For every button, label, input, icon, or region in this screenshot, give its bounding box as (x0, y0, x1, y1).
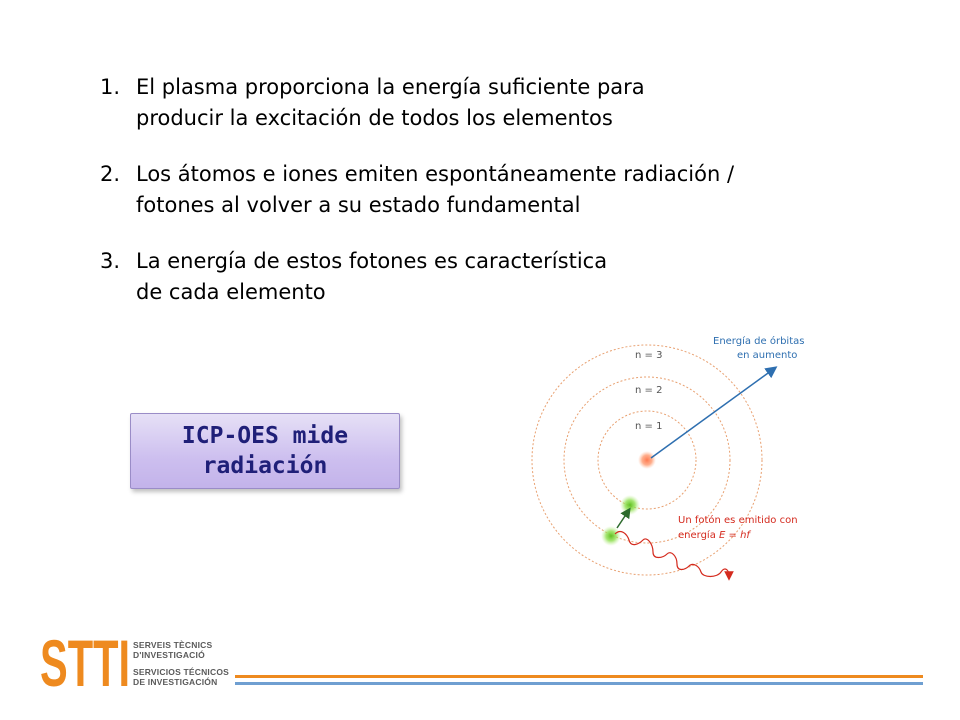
nucleus (638, 451, 656, 469)
logo-mark-text: STTI (40, 626, 130, 690)
electron-lower (601, 526, 621, 546)
energy-label-2: en aumento (737, 350, 798, 361)
logo-line: SERVICIOS TÉCNICOS (133, 667, 230, 677)
photon-label-energy: energía (678, 530, 716, 541)
callout-line-1: ICP-OES mide (181, 423, 349, 449)
energy-label-1: Energía de órbitas (713, 336, 805, 347)
item-line: producir la excitación de todos los elementos (136, 106, 613, 130)
item-number: 1. (100, 75, 121, 99)
photon-label-2 (678, 529, 751, 541)
footer-rule-blue (235, 682, 923, 685)
photon-label-1: Un fotón es emitido con (678, 515, 798, 526)
shell-label-n3: n = 3 (635, 350, 663, 361)
footer-rule-orange (235, 675, 923, 678)
shell-label-n1: n = 1 (635, 421, 663, 432)
logo-line: DE INVESTIGACIÓN (133, 677, 218, 687)
callout-text (145, 421, 385, 481)
callout-line-2: radiación (202, 453, 328, 479)
item-number: 3. (100, 249, 121, 273)
item-number: 2. (100, 162, 121, 186)
item-line: Los átomos e iones emiten espontáneamente radiación / (136, 162, 735, 186)
logo-text-es (133, 667, 229, 687)
list-item (100, 159, 800, 221)
point-list (100, 72, 800, 333)
atom-emission-diagram (525, 322, 825, 592)
logo-line: SERVEIS TÈCNICS (133, 640, 213, 650)
shell-label-n2: n = 2 (635, 385, 663, 396)
icp-oes-callout (130, 413, 400, 489)
logo-line: D'INVESTIGACIÓ (133, 650, 205, 660)
stti-logo-mark (40, 626, 132, 690)
logo-text-ca (133, 640, 212, 660)
electron-upper (620, 495, 640, 515)
item-line: de cada elemento (136, 280, 326, 304)
list-item (100, 72, 800, 134)
list-item (100, 246, 800, 308)
energy-arrow (651, 368, 775, 458)
item-line: fotones al volver a su estado fundamental (136, 193, 581, 217)
item-line: El plasma proporciona la energía suficiente para (136, 75, 645, 99)
photon-formula: E = hf (719, 530, 750, 541)
item-line: La energía de estos fotones es característica (136, 249, 608, 273)
transition-arrow (617, 510, 629, 528)
